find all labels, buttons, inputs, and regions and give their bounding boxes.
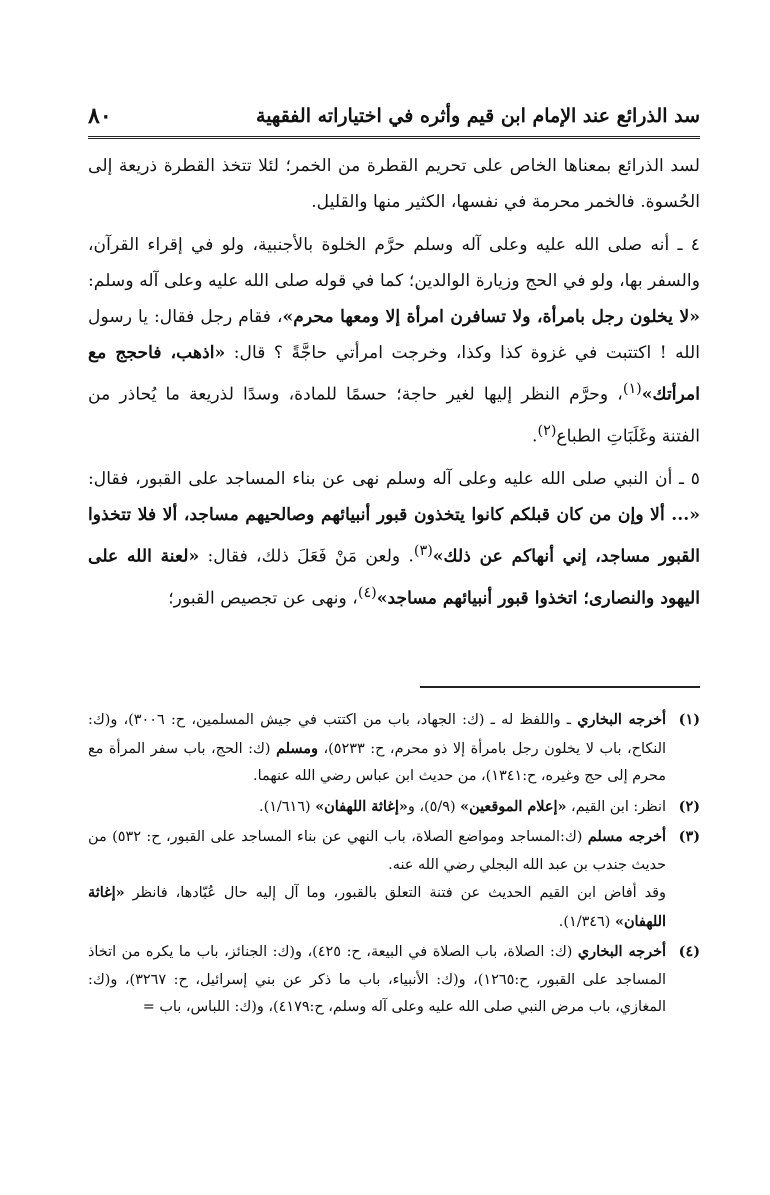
footnote-number: (٣) <box>678 828 700 845</box>
footnote-text <box>88 823 666 936</box>
footnote-text-part: (١/٦١٦). <box>259 798 316 815</box>
footnote-text-part: وقد أفاض ابن القيم الحديث عن فتنة التعلق بالقبور، وما آل إليه حال عُبّادها، فانظر <box>124 885 666 901</box>
footnote-ref-3[interactable]: (٣) <box>413 543 433 560</box>
footnote-number: (٤) <box>678 943 700 960</box>
footnote-number: (١) <box>678 711 700 728</box>
hadith-quote-4: «لعنة الله على اليهود والنصارى؛ اتخذوا قبور أنبيائهم مساجد» <box>88 547 700 609</box>
main-text <box>88 148 700 624</box>
footnote-text-part: ـ واللفظ له ـ (ك: الجهاد، باب من اكتتب في جيش المسلمين، ح: ٣٠٠٦)، و(ك: النكاح، باب لا يخلون رجل بامرأة إلا ذو محرم، ح: ٥٢٣٣)، <box>88 712 667 757</box>
footnote-number: (٢) <box>678 797 700 815</box>
footnote-3 <box>88 823 700 936</box>
source-name: ومسلم <box>276 739 318 757</box>
page-number: ٨٠ <box>88 103 112 129</box>
paragraph-2 <box>88 227 700 454</box>
book-title: «إعلام الموقعين» <box>460 797 567 815</box>
paragraph-1: لسد الذرائع بمعناها الخاص على تحريم القطرة من الخمر؛ لئلا تتخذ القطرة ذريعة إلى الحُسوة. فالخمر محرمة في نفسها، الكثير منها والقليل. <box>88 156 700 212</box>
footnote-text <box>88 706 666 791</box>
page-header <box>88 96 700 139</box>
paragraph-2-text-1: ٤ ـ أنه صلى الله عليه وعلى آله وسلم حرَّم الخلوة بالأجنبية، ولو في إقراء القرآن، والسفر بها، ولو في الحج وزيارة الوالدين؛ كما في قوله صلى الله عليه وعلى آله وسلم: <box>88 235 700 291</box>
footnote-ref-2[interactable]: (٢) <box>537 422 557 439</box>
footnote-4 <box>88 938 700 1022</box>
hadith-quote-2: «اذهب، فاحجج مع امرأتك» <box>88 343 700 405</box>
footnote-text-part: (ك:المساجد ومواضع الصلاة، باب النهي عن بناء المساجد على القبور، ح: ٥٣٢) من حديث جندب بن عبد الله البجلي رضي الله عنه. <box>88 829 666 873</box>
book-title: «إغاثة اللهفان» <box>315 797 408 815</box>
running-title: سد الذرائع عند الإمام ابن قيم وأثره في اختياراته الفقهية <box>256 105 700 127</box>
paragraph-2-text-4: . <box>532 426 538 447</box>
footnotes <box>88 706 700 1024</box>
paragraph-2-text-2: ، فقام رجل فقال: يا رسول الله ! اكتتبت في غزوة كذا وكذا، وخرجت امرأتي حاجَّةً ؟ قال: <box>88 307 701 363</box>
hadith-quote-1: «لا يخلون رجل بامرأة، ولا تسافرن امرأة إلا ومعها محرم» <box>282 307 701 327</box>
hadith-quote-3: «... ألا وإن من كان قبلكم كانوا يتخذون قبور أنبيائهم وصالحيهم مساجد، ألا فلا تتخذوا القبور مساجد، إني أنهاكم عن ذلك» <box>88 505 700 568</box>
footnote-2 <box>88 793 700 822</box>
paragraph-2-text-3: ، وحرَّم النظر إليها لغير حاجة؛ حسمًا للمادة، وسدًا لذريعة ما يُحاذر من الفتنة وغَلَبَاتِ الطباع <box>88 384 700 447</box>
footnote-text <box>88 938 666 1022</box>
paragraph-3-text-2: . ولعن مَنْ فَعَلَ ذلك، فقال: <box>199 547 414 568</box>
source-name: أخرجه البخاري <box>577 711 666 728</box>
book-title: «إغاثة اللهفان» <box>88 884 666 930</box>
paragraph-3 <box>88 461 700 616</box>
footnote-text-part: (٥/٩)، و <box>407 798 461 815</box>
footnote-text-part: (ك: الحج، باب سفر المرأة مع محرم إلى حج وغيره، ح:١٣٤١)، من حديث ابن عباس رضي الله عنهما. <box>88 740 666 784</box>
source-name: أخرجه مسلم <box>587 828 667 845</box>
footnote-text <box>88 793 666 822</box>
footnote-text-part: انظر: ابن القيم، <box>566 798 666 815</box>
paragraph-3-text-3: ، ونهى عن تجصيص القبور؛ <box>168 588 358 609</box>
footnote-1 <box>88 706 700 791</box>
footnote-text-part: (١/٣٤٦). <box>558 913 615 930</box>
paragraph-3-text-1: ٥ ـ أن النبي صلى الله عليه وعلى آله وسلم نهى عن بناء المساجد على القبور، فقال: <box>88 469 700 490</box>
footnote-ref-1[interactable]: (١) <box>622 381 642 397</box>
footnote-ref-4[interactable]: (٤) <box>357 585 377 602</box>
source-name: أخرجه البخاري <box>577 943 666 960</box>
footnote-text-part: (ك: الصلاة، باب الصلاة في البيعة، ح: ٤٢٥)، و(ك: الجنائز، باب ما يكره من اتخاذ المساجد على القبور، ح:١٢٦٥)، و(ك: الأنبياء، باب ما ذكر عن بني إسرائيل، ح: ٣٢٦٧)، و(ك: المغازي، باب مرض النبي صلى الله عليه وعلى آله وسلم، ح:٤١٧٩)، و(ك: اللباس، باب = <box>88 944 666 1015</box>
footnote-separator <box>420 686 700 688</box>
